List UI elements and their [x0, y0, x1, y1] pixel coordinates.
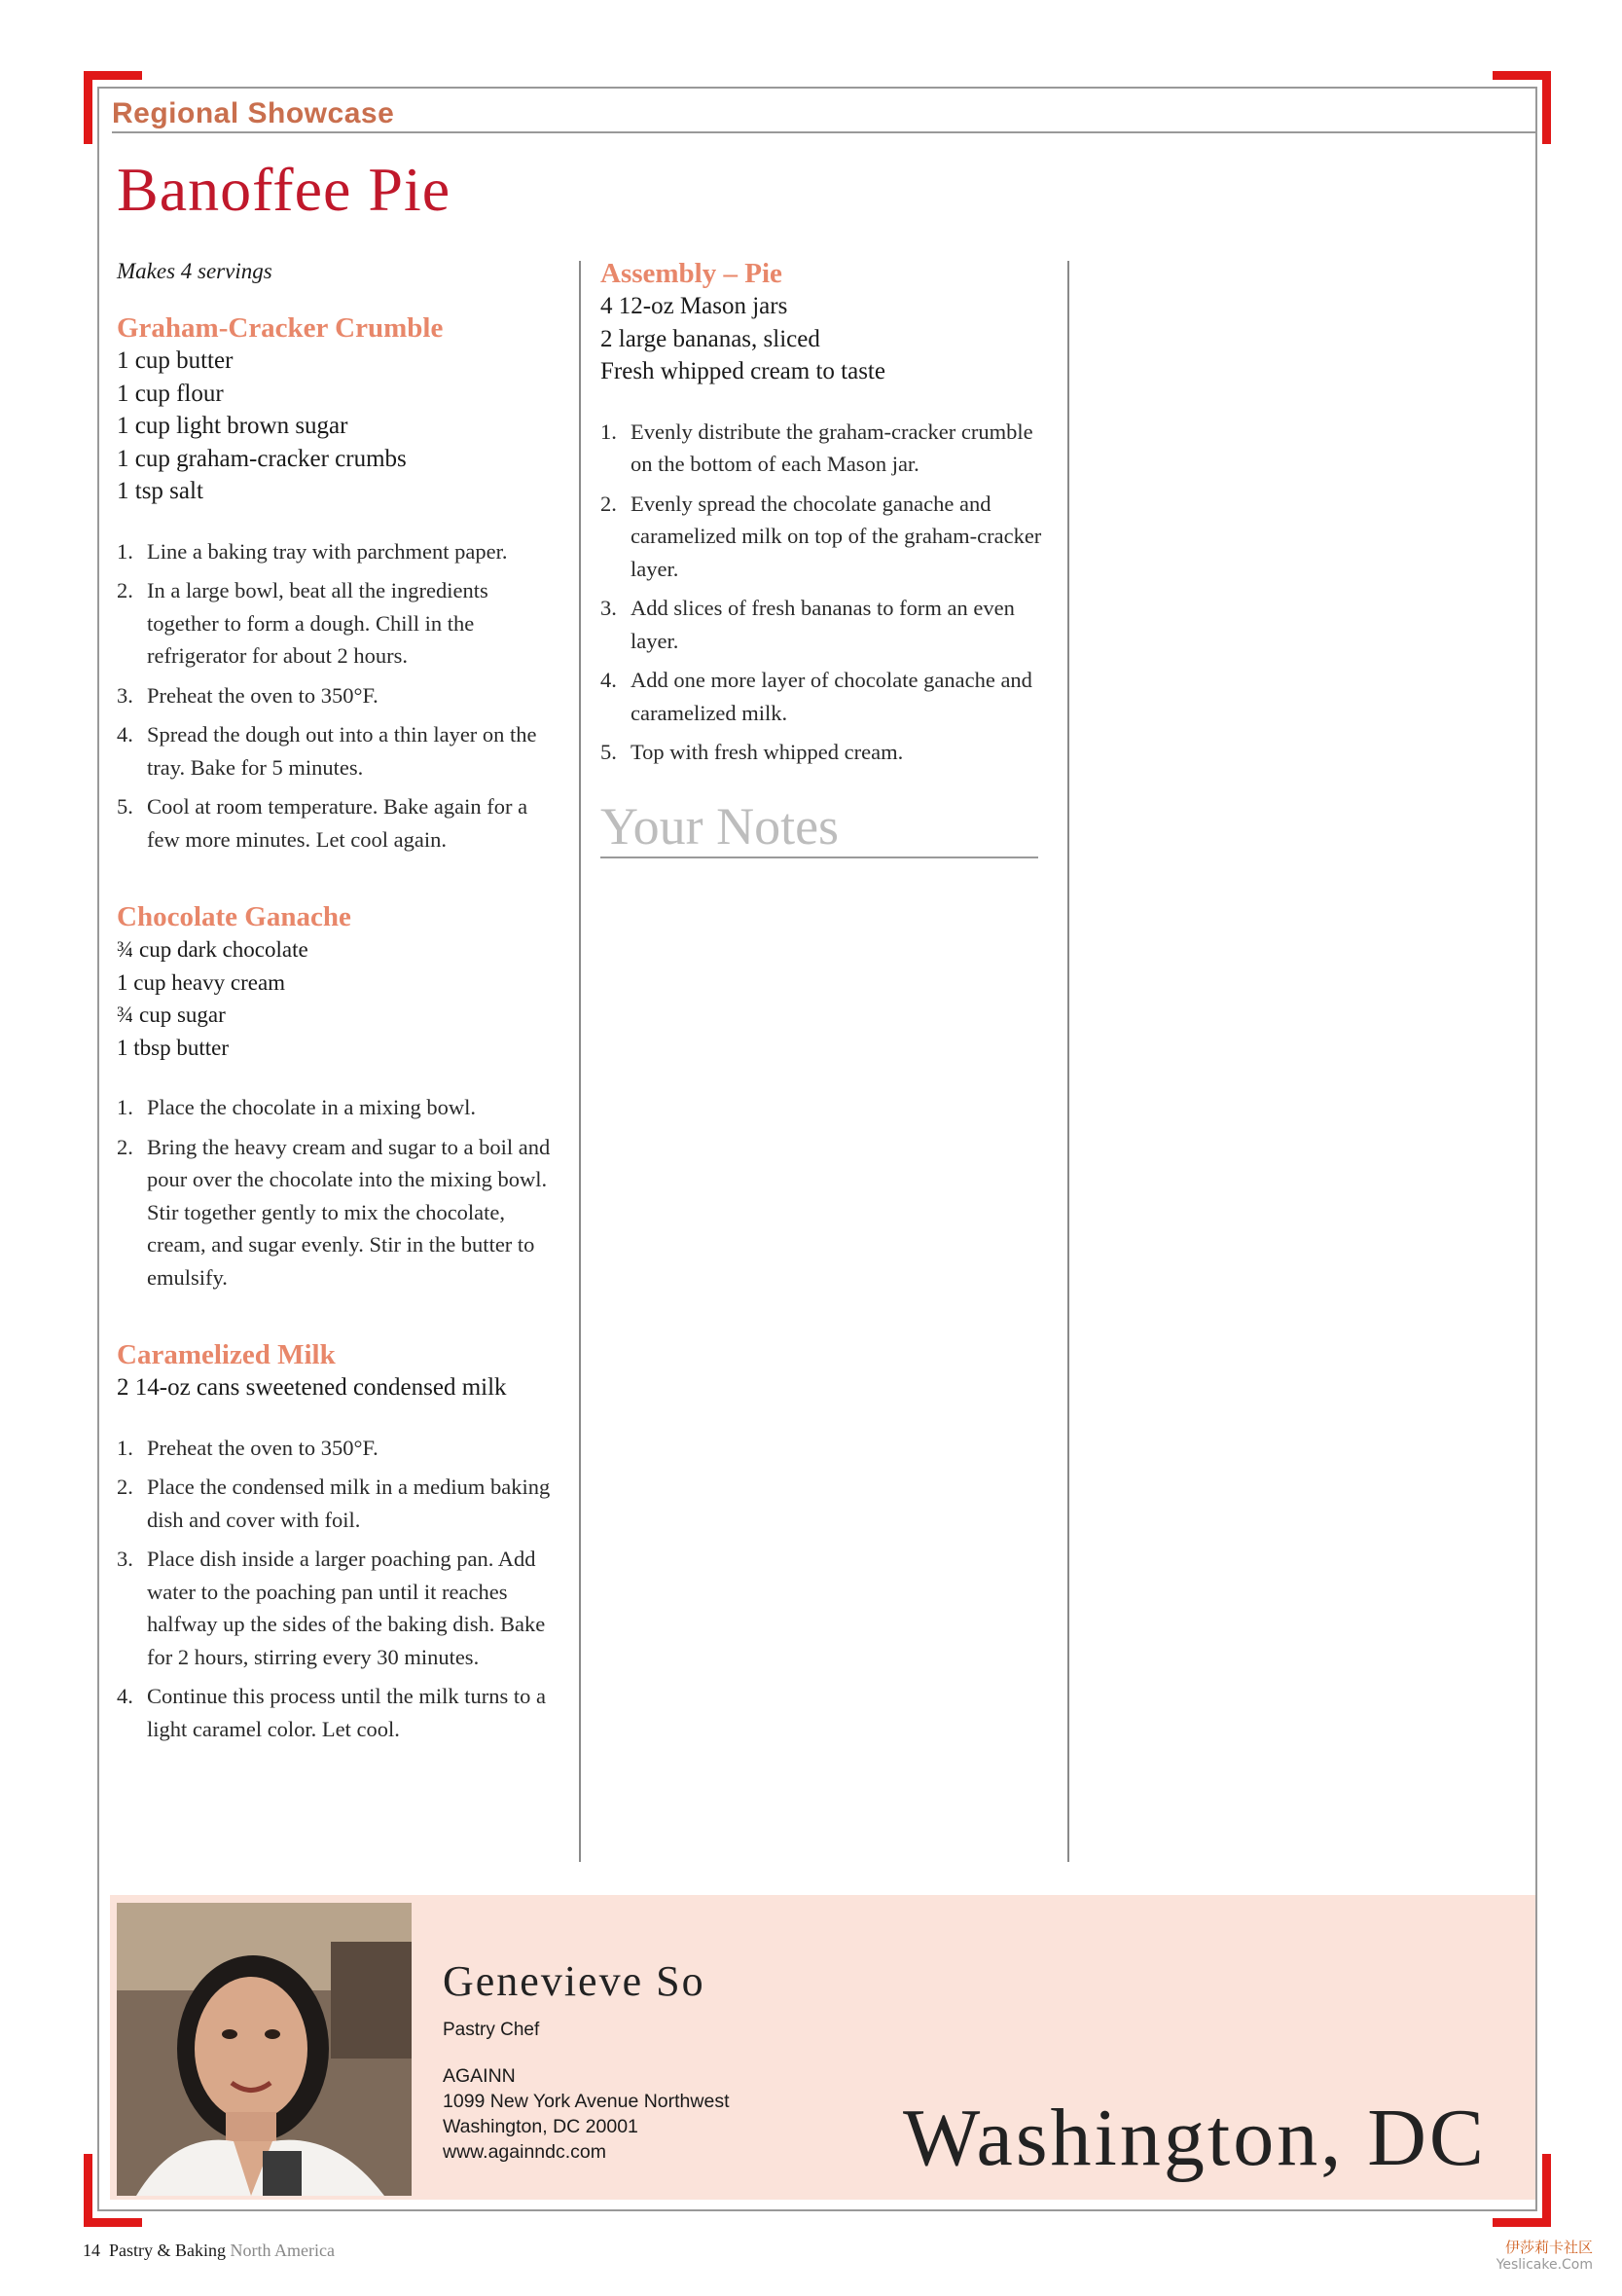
step-item: 4. Spread the dough out into a thin layer on the tray. Bake for 5 minutes.: [117, 722, 537, 780]
milk-steps: [117, 1432, 564, 1746]
step-item: 5. Top with fresh whipped cream.: [600, 740, 904, 764]
step-item: 4. Add one more layer of chocolate ganache and caramelized milk.: [600, 668, 1032, 725]
ganache-steps: [117, 1091, 564, 1294]
chef-portrait-icon: [117, 1903, 412, 2196]
chef-address: [443, 2063, 730, 2165]
frame-right-line: [1535, 87, 1537, 2210]
ganache-heading: Chocolate Ganache: [117, 901, 351, 932]
ingredient: 1 tsp salt: [117, 478, 203, 504]
assembly-steps: [600, 416, 1053, 769]
ingredient: 1 cup flour: [117, 380, 224, 407]
page-footer: [83, 2241, 335, 2261]
chef-role: Pastry Chef: [443, 2020, 540, 2040]
step-item: 5. Cool at room temperature. Bake again for a few more minutes. Let cool again.: [117, 794, 528, 852]
step-item: 2. In a large bowl, beat all the ingredients together to form a dough. Chill in the refrigerator for about 2 hours.: [117, 578, 488, 668]
watermark: [1496, 2237, 1593, 2273]
ingredient: 1 cup butter: [117, 347, 234, 374]
step-item: 3. Place dish inside a larger poaching pan. Add water to the poaching pan until it reaches halfway up the sides of the baking dish. Bake for 2 hours, stirring every 30 minutes.: [117, 1547, 546, 1669]
ingredient: ¾ cup dark chocolate: [117, 937, 308, 962]
publication-region: North America: [230, 2241, 335, 2260]
address-line-1: 1099 New York Avenue Northwest: [443, 2091, 730, 2112]
section-label: Regional Showcase: [112, 97, 395, 129]
step-item: 1. Evenly distribute the graham-cracker crumble on the bottom of each Mason jar.: [600, 419, 1033, 476]
corner-bl-v: [84, 2154, 92, 2227]
column-divider-1: [579, 261, 581, 1862]
ingredient: ¾ cup sugar: [117, 1002, 226, 1027]
corner-tl-h: [84, 71, 142, 80]
step-item: 1. Line a baking tray with parchment paper.: [117, 538, 508, 564]
city-name: Washington, DC: [903, 2093, 1487, 2183]
ingredient: 4 12-oz Mason jars: [600, 293, 788, 319]
notes-section: [600, 796, 1038, 858]
step-item: 2. Place the condensed milk in a medium baking dish and cover with foil.: [117, 1475, 551, 1532]
milk-ingredients: [117, 1371, 564, 1404]
step-item: 4. Continue this process until the milk turns to a light caramel color. Let cool.: [117, 1684, 546, 1741]
notes-title: Your Notes: [600, 796, 840, 856]
page-number: 14: [83, 2241, 100, 2260]
step-item: 1. Preheat the oven to 350°F.: [117, 1435, 378, 1460]
frame-top-line: [97, 87, 1535, 89]
milk-heading: Caramelized Milk: [117, 1339, 336, 1370]
website: www.againndc.com: [443, 2141, 606, 2163]
ingredient: 1 tbsp butter: [117, 1035, 229, 1060]
ingredient: Fresh whipped cream to taste: [600, 358, 885, 384]
middle-column: [600, 257, 1053, 858]
crumble-heading: Graham-Cracker Crumble: [117, 312, 444, 344]
crumble-ingredients: [117, 345, 564, 508]
restaurant-name: AGAINN: [443, 2065, 516, 2087]
address-line-2: Washington, DC 20001: [443, 2116, 638, 2137]
step-item: 2. Bring the heavy cream and sugar to a boil and pour over the chocolate into the mixing bowl. Stir together gently to mix the chocolate, cream, and sugar evenly. Stir in the butter to emulsify.: [117, 1134, 551, 1290]
ingredient: 1 cup heavy cream: [117, 969, 286, 995]
publication-name: Pastry & Baking: [109, 2241, 226, 2260]
servings: Makes 4 servings: [117, 259, 272, 283]
frame-bottom-line: [97, 2209, 1537, 2211]
left-column: [117, 257, 564, 1752]
frame-header-rule: [112, 131, 1535, 133]
assembly-heading: Assembly – Pie: [600, 258, 782, 289]
column-divider-2: [1067, 261, 1069, 1862]
ingredient: 1 cup light brown sugar: [117, 413, 348, 439]
ingredient: 2 14-oz cans sweetened condensed milk: [117, 1374, 507, 1401]
frame-left-line: [97, 87, 99, 2210]
corner-bl-h: [84, 2218, 142, 2227]
chef-photo: [117, 1903, 412, 2196]
watermark-en: Yeslicake.Com: [1496, 2257, 1593, 2273]
ganache-ingredients: [117, 933, 564, 1064]
page-title: Banoffee Pie: [117, 155, 451, 224]
corner-tl-v: [84, 71, 92, 144]
corner-tr-v: [1542, 71, 1551, 144]
step-item: 1. Place the chocolate in a mixing bowl.: [117, 1095, 477, 1119]
crumble-steps: [117, 535, 564, 856]
step-item: 2. Evenly spread the chocolate ganache and caramelized milk on top of the graham-cracker layer.: [600, 491, 1042, 581]
assembly-ingredients: [600, 290, 1053, 388]
watermark-cn: 伊莎莉卡社区: [1504, 2239, 1593, 2256]
chef-name: Genevieve So: [443, 1957, 705, 2005]
step-item: 3. Add slices of fresh bananas to form an even layer.: [600, 596, 1015, 653]
ingredient: 2 large bananas, sliced: [600, 325, 820, 352]
step-item: 3. Preheat the oven to 350°F.: [117, 682, 378, 708]
ingredient: 1 cup graham-cracker crumbs: [117, 445, 407, 472]
corner-br-v: [1542, 2154, 1551, 2227]
